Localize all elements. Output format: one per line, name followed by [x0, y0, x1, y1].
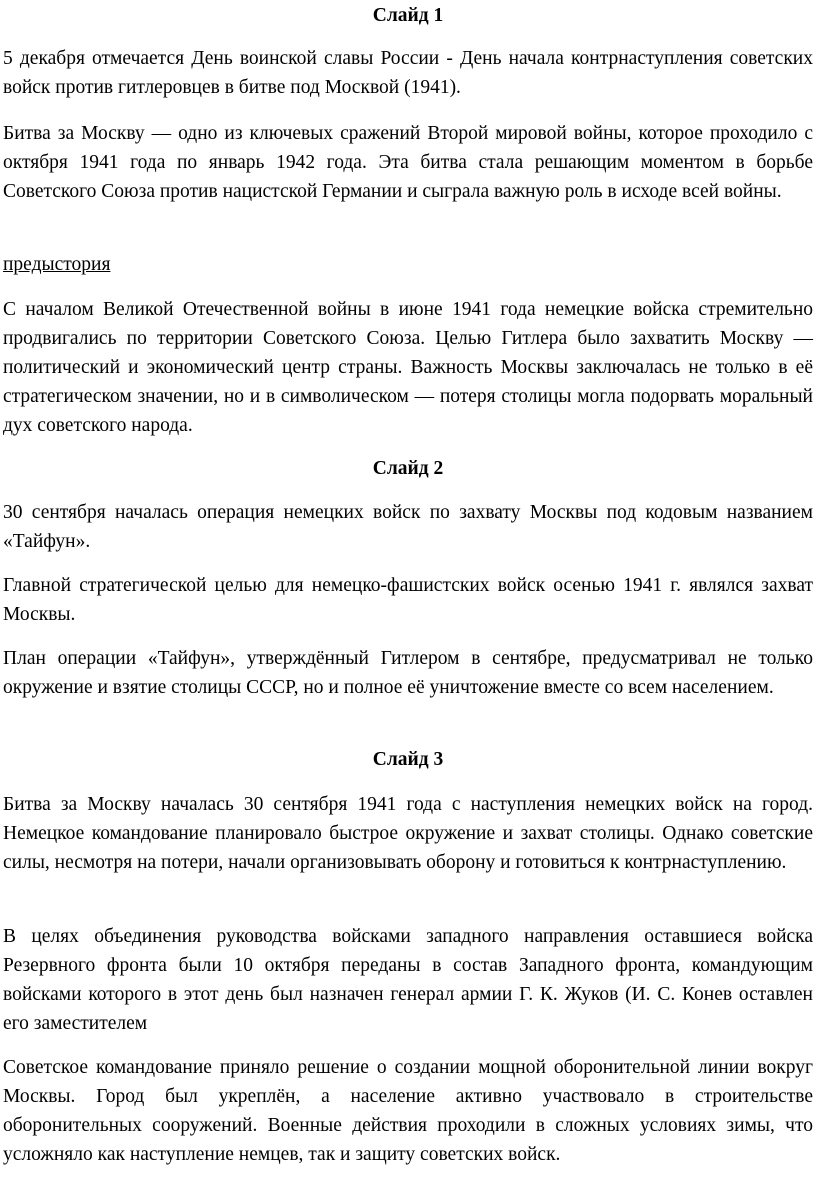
- slide-1-paragraph-2: Битва за Москву — одно из ключевых сражений Второй мировой войны, которое проходило с октября 1941 года по январь 1942 года. Эта битва стала решающим моментом в борьбе Советского Союза против нацистской Германии и сыграла важную роль в исходе всей войны.: [3, 123, 813, 202]
- slide-1-paragraph-1-block: [0, 44, 816, 102]
- slide-2-paragraph-3-block: [0, 644, 816, 702]
- prehistory-subheading: предыстория: [3, 254, 111, 275]
- slide-1-heading-block: [0, 2, 816, 30]
- slide-2-heading: Слайд 2: [372, 458, 444, 479]
- slide-2-paragraph-1-block: [0, 498, 816, 556]
- slide-3-paragraph-1-block: [0, 790, 816, 877]
- slide-2-paragraph-1: 30 сентября началась операция немецких войск по захвату Москвы под кодовым названием «Тайфун».: [3, 502, 813, 552]
- slide-3-heading-block: [0, 746, 816, 774]
- slide-1-paragraph-1: 5 декабря отмечается День воинской славы России - День начала контрнаступления советских войск против гитлеровцев в битве под Москвой (1941).: [3, 48, 813, 98]
- slide-1-paragraph-3: С началом Великой Отечественной войны в июне 1941 года немецкие войска стремительно продвигались по территории Советского Союза. Целью Гитлера было захватить Москву — политический и экономический центр страны. Важность Москвы заключалась не только в её стратегическом значении, но и в символическом — потеря столицы могла подорвать моральный дух советского народа.: [3, 299, 813, 436]
- slide-2-paragraph-2-block: [0, 571, 816, 629]
- slide-3-paragraph-3: Советское командование приняло решение о создании мощной оборонительной линии вокруг Москвы. Город был укреплён, а население активно участвовало в строительстве оборонительных сооружений. Военные действия проходили в сложных условиях зимы, что усложняло как наступление немцев, так и защиту советских войск.: [3, 1057, 813, 1165]
- slide-1-heading: Слайд 1: [372, 5, 444, 26]
- slide-2-paragraph-2: Главной стратегической целью для немецко-фашистских войск осенью 1941 г. являлся захват Москвы.: [3, 575, 813, 625]
- slide-3-paragraph-2-block: [0, 922, 816, 1038]
- slide-3-paragraph-3-block: [0, 1053, 816, 1169]
- slide-2-heading-block: [0, 455, 816, 483]
- slide-3-paragraph-1: Битва за Москву началась 30 сентября 1941 года с наступления немецких войск на город. Немецкое командование планировало быстрое окружение и захват столицы. Однако советские силы, несмотря на потери, начали организовывать оборону и готовиться к контрнаступлению.: [3, 794, 813, 873]
- slide-1-paragraph-3-block: [0, 295, 816, 440]
- slide-1-paragraph-2-block: [0, 119, 816, 206]
- slide-2-paragraph-3: План операции «Тайфун», утверждённый Гитлером в сентябре, предусматривал не только окружение и взятие столицы СССР, но и полное её уничтожение вместе со всем населением.: [3, 648, 813, 698]
- slide-3-paragraph-2: В целях объединения руководства войсками западного направления оставшиеся войска Резервного фронта были 10 октября переданы в состав Западного фронта, командующим войсками которого в этот день был назначен генерал армии Г. К. Жуков (И. С. Конев оставлен его заместителем: [3, 926, 813, 1034]
- slide-1-subheading-block: [0, 250, 816, 279]
- slide-3-heading: Слайд 3: [372, 749, 444, 770]
